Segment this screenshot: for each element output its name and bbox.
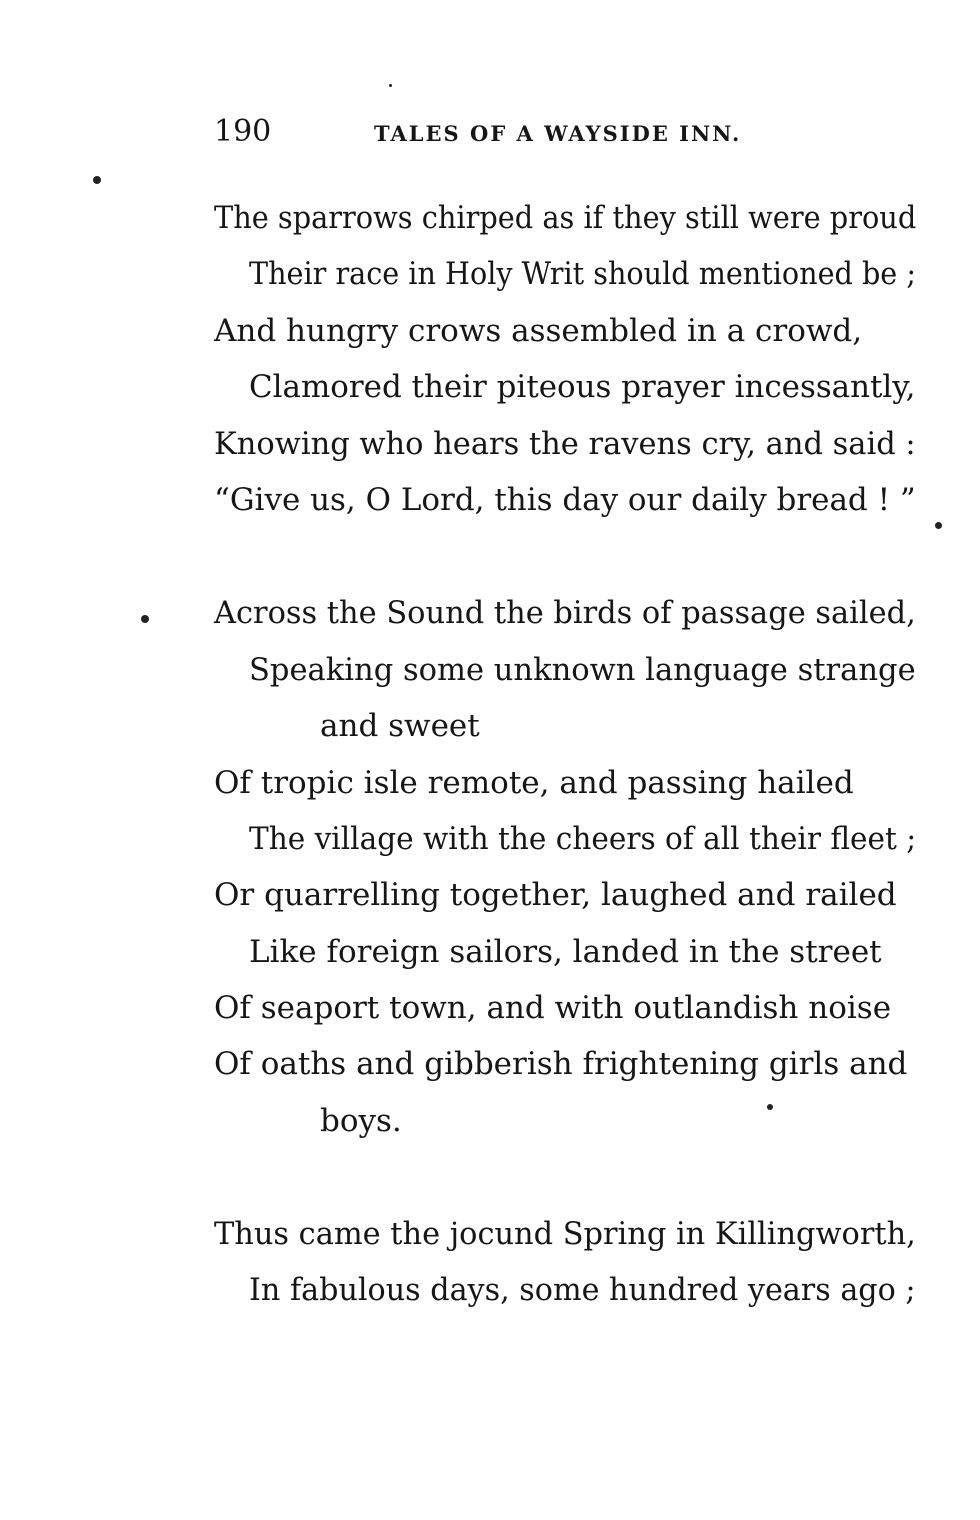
verse-line: The sparrows chirped as if they still were proud [214, 200, 917, 236]
verse-line: Across the Sound the birds of passage sailed, [214, 595, 916, 631]
running-title: TALES OF A WAYSIDE INN. [374, 121, 742, 146]
verse-line: Thus came the jocund Spring in Killingworth, [214, 1216, 916, 1252]
scan-speck [935, 522, 942, 529]
verse-line: Their race in Holy Writ should mentioned be ; [249, 256, 917, 292]
verse-line: Knowing who hears the ravens cry, and said : [214, 426, 916, 462]
running-head [214, 112, 774, 152]
scan-speck [141, 615, 149, 623]
verse-line: “Give us, O Lord, this day our daily bread ! ” [214, 482, 916, 518]
verse-line: Speaking some unknown language strange [249, 652, 916, 688]
page-number: 190 [214, 114, 272, 149]
verse-line: Or quarrelling together, laughed and railed [214, 877, 897, 913]
verse-line: boys. [320, 1103, 402, 1139]
verse-line: And hungry crows assembled in a crowd, [214, 313, 863, 349]
scan-speck [767, 1104, 773, 1110]
verse-line: In fabulous days, some hundred years ago ; [249, 1272, 916, 1308]
verse-line: Of seaport town, and with outlandish noise [214, 990, 892, 1026]
scan-speck [389, 84, 392, 87]
verse-line: Clamored their piteous prayer incessantly, [249, 369, 916, 405]
scan-speck [93, 176, 101, 184]
verse-line: Of oaths and gibberish frightening girls and [214, 1046, 908, 1082]
verse-line: Of tropic isle remote, and passing hailed [214, 765, 854, 801]
verse-line: Like foreign sailors, landed in the street [249, 934, 882, 970]
verse-line: The village with the cheers of all their fleet ; [249, 821, 917, 857]
verse-line: and sweet [320, 708, 480, 744]
